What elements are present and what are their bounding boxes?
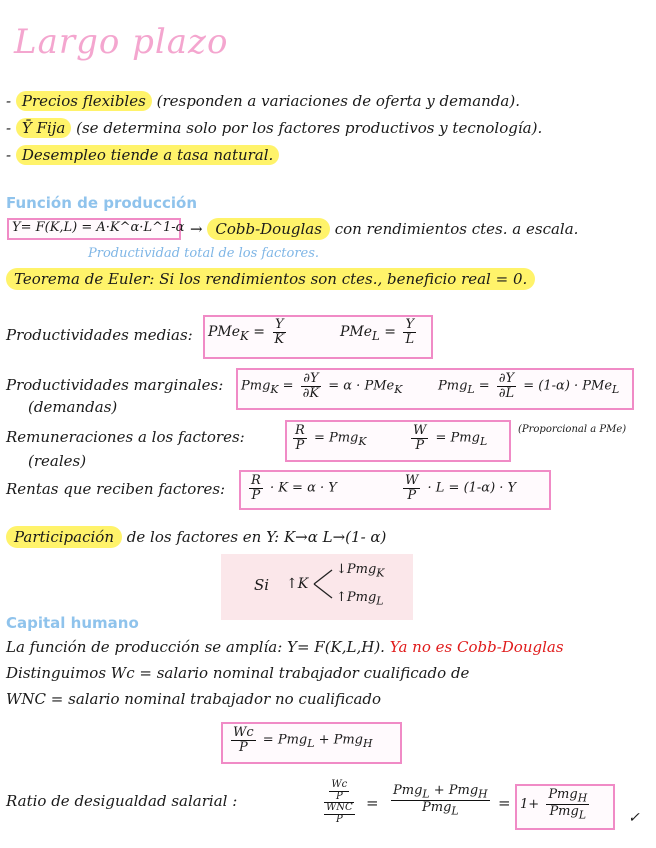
remuneracion-l-formula: $\frac{W}{P}$ = Pmg$_L$ — [413, 423, 488, 453]
remuneracion-k-formula: $\frac{R}{P}$ = Pmg$_K$ — [295, 423, 367, 453]
ratio-eq1: = — [366, 794, 379, 812]
pme-l-formula: PMe$_L$ = $\frac{Y}{L}$ — [340, 317, 415, 347]
si-up-k: ↑K — [286, 576, 309, 592]
bullet-desempleo: - Desempleo tiende a tasa natural. — [6, 146, 279, 164]
page-title: Largo plazo — [14, 22, 229, 62]
bullet-precios: - Precios flexibles (responden a variaciones de oferta y demanda). — [6, 92, 520, 110]
cobb-douglas-line: → Cobb-Douglas con rendimientos ctes. a escala. — [190, 220, 579, 238]
participacion-line: Participación de los factores en Y: K→α L→(1- α) — [6, 528, 386, 546]
capital-humano-line1: La función de producción se amplía: Y= F(K,L,H). Ya no es Cobb-Douglas — [6, 638, 564, 656]
si-up-pmg-l: ↑Pmg$_L$ — [336, 590, 384, 608]
si-label: Si — [254, 576, 270, 594]
wc-formula: $\frac{Wc}{P}$ = Pmg$_L$ + Pmg$_H$ — [233, 725, 373, 755]
highlight-y-fija: Ȳ Fija — [16, 118, 71, 138]
highlight-precios: Precios flexibles — [16, 91, 152, 111]
ratio-middle: $\frac{Pmg_L + Pmg_H}{Pmg_L}$ — [393, 783, 488, 818]
remuneraciones-label: Remuneraciones a los factores: — [6, 428, 245, 446]
highlight-desempleo: Desempleo tiende a tasa natural. — [16, 145, 279, 165]
check-icon: ✓ — [628, 810, 640, 826]
ratio-lhs: $\frac{\frac{Wc}{P}}{\frac{\text{WNC}}{P}}$ — [326, 779, 353, 825]
euler-theorem: Teorema de Euler: Si los rendimientos son ctes., beneficio real = 0. — [6, 270, 535, 288]
section-funcion-produccion: Función de producción — [6, 194, 197, 212]
renta-k-formula: $\frac{R}{P}$ · K = α · Y — [251, 473, 337, 503]
pmg-l-formula: Pmg$_L$ = $\frac{\partial Y}{\partial L}$ = (1-α) · PMe$_L$ — [438, 371, 620, 401]
productividades-marginales-label: Productividades marginales: — [6, 376, 224, 394]
proporcional-note: (Proporcional a PMe) — [518, 424, 627, 435]
ratio-result: 1+ $\frac{Pmg_H}{Pmg_L}$ — [520, 787, 588, 822]
branch-arrows-icon — [312, 564, 336, 604]
si-down-pmg-k: ↓Pmg$_K$ — [336, 562, 385, 580]
productividades-medias-label: Productividades medias: — [6, 326, 193, 344]
pmg-k-formula: Pmg$_K$ = $\frac{\partial Y}{\partial K}$ = α · PMe$_K$ — [241, 371, 403, 401]
ratio-eq2: = — [498, 794, 511, 812]
capital-humano-line2: Distinguimos Wc = salario nominal trabajador cualificado de — [6, 664, 470, 682]
production-function-formula: Y= F(K,L) = A·K^α·L^1-α — [12, 220, 185, 235]
section-capital-humano: Capital humano — [6, 614, 139, 632]
renta-l-formula: $\frac{W}{P}$ · L = (1-α) · Y — [405, 473, 517, 503]
highlight-cobb-douglas: Cobb-Douglas — [207, 218, 330, 240]
reales-label: (reales) — [28, 452, 87, 470]
ratio-label: Ratio de desigualdad salarial : — [6, 792, 238, 810]
ya-no-cobb-note: Ya no es Cobb-Douglas — [389, 638, 564, 656]
pme-k-formula: PMe$_K$ = $\frac{Y}{K}$ — [208, 317, 285, 347]
bullet-y-fija: - Ȳ Fija (se determina solo por los factores productivos y tecnología). — [6, 119, 543, 137]
ptf-note: Productividad total de los factores. — [88, 246, 320, 261]
rentas-label: Rentas que reciben factores: — [6, 480, 226, 498]
demandas-label: (demandas) — [28, 398, 118, 416]
capital-humano-line3: WNC = salario nominal trabajador no cualificado — [6, 690, 382, 708]
highlight-participacion: Participación — [6, 526, 122, 548]
